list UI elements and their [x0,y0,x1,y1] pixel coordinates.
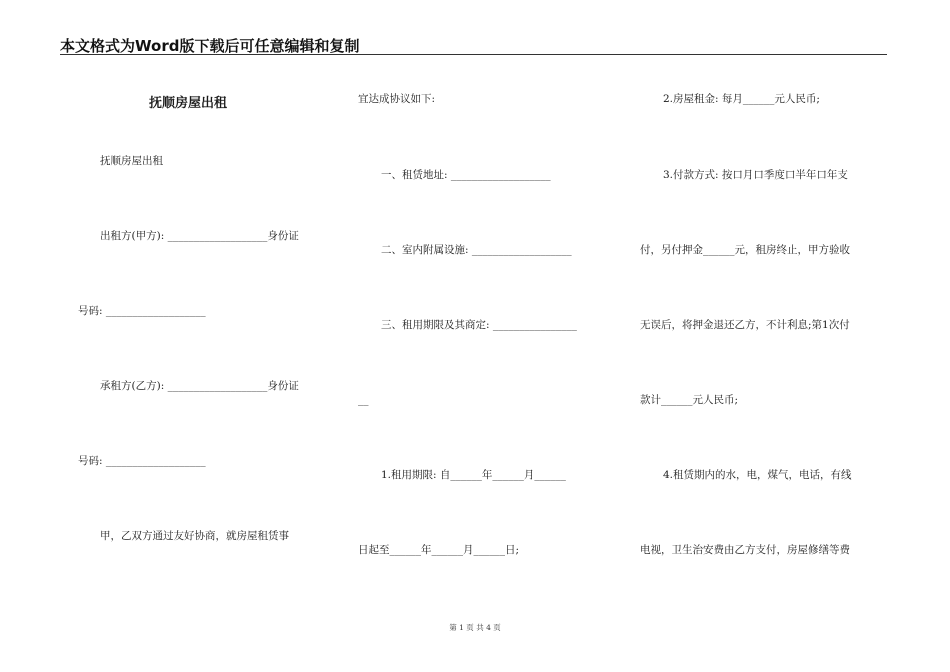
column3-line-1: 2.房屋租金: 每月______元人民币; [663,93,820,105]
column2-line-7: 日起至______年______月______日; [358,544,520,556]
column3-line-7: 电视，卫生治安费由乙方支付，房屋修缮等费 [640,544,850,556]
document-title: 抚顺房屋出租 [149,96,228,111]
column2-line-5: __ [358,394,369,406]
column3-line-4: 无误后，将押金退还乙方，不计利息;第1次付 [640,319,850,331]
column1-line-4: 承租方(乙方): ___________________身份证 [100,380,299,392]
column2-line-6: 1.租用期限: 自______年______月______ [381,469,566,481]
column3-line-6: 4.租赁期内的水，电，煤气，电话，有线 [663,469,852,481]
column1-line-3: 号码: ___________________ [78,305,206,317]
column2-line-4: 三、租用期限及其商定: ________________ [381,319,577,331]
column2-line-1: 宜达成协议如下: [358,93,436,105]
column2-line-3: 二、室内附属设施: ___________________ [381,244,572,256]
column1-line-5: 号码: ___________________ [78,455,206,467]
header-title: 本文格式为Word版下载后可任意编辑和复制 [60,37,360,55]
column1-line-2: 出租方(甲方): ___________________身份证 [100,230,299,242]
column1-line-1: 抚顺房屋出租 [100,155,163,167]
column1-line-6: 甲，乙双方通过友好协商，就房屋租赁事 [100,530,289,542]
column2-line-2: 一、租赁地址: ___________________ [381,169,551,181]
column3-line-2: 3.付款方式: 按口月口季度口半年口年支 [663,169,848,181]
header-divider [60,54,887,55]
column3-line-5: 款计______元人民币; [640,394,739,406]
page-number: 第 1 页 共 4 页 [449,623,501,632]
column3-line-3: 付，另付押金______元，租房终止，甲方验收 [640,244,850,256]
